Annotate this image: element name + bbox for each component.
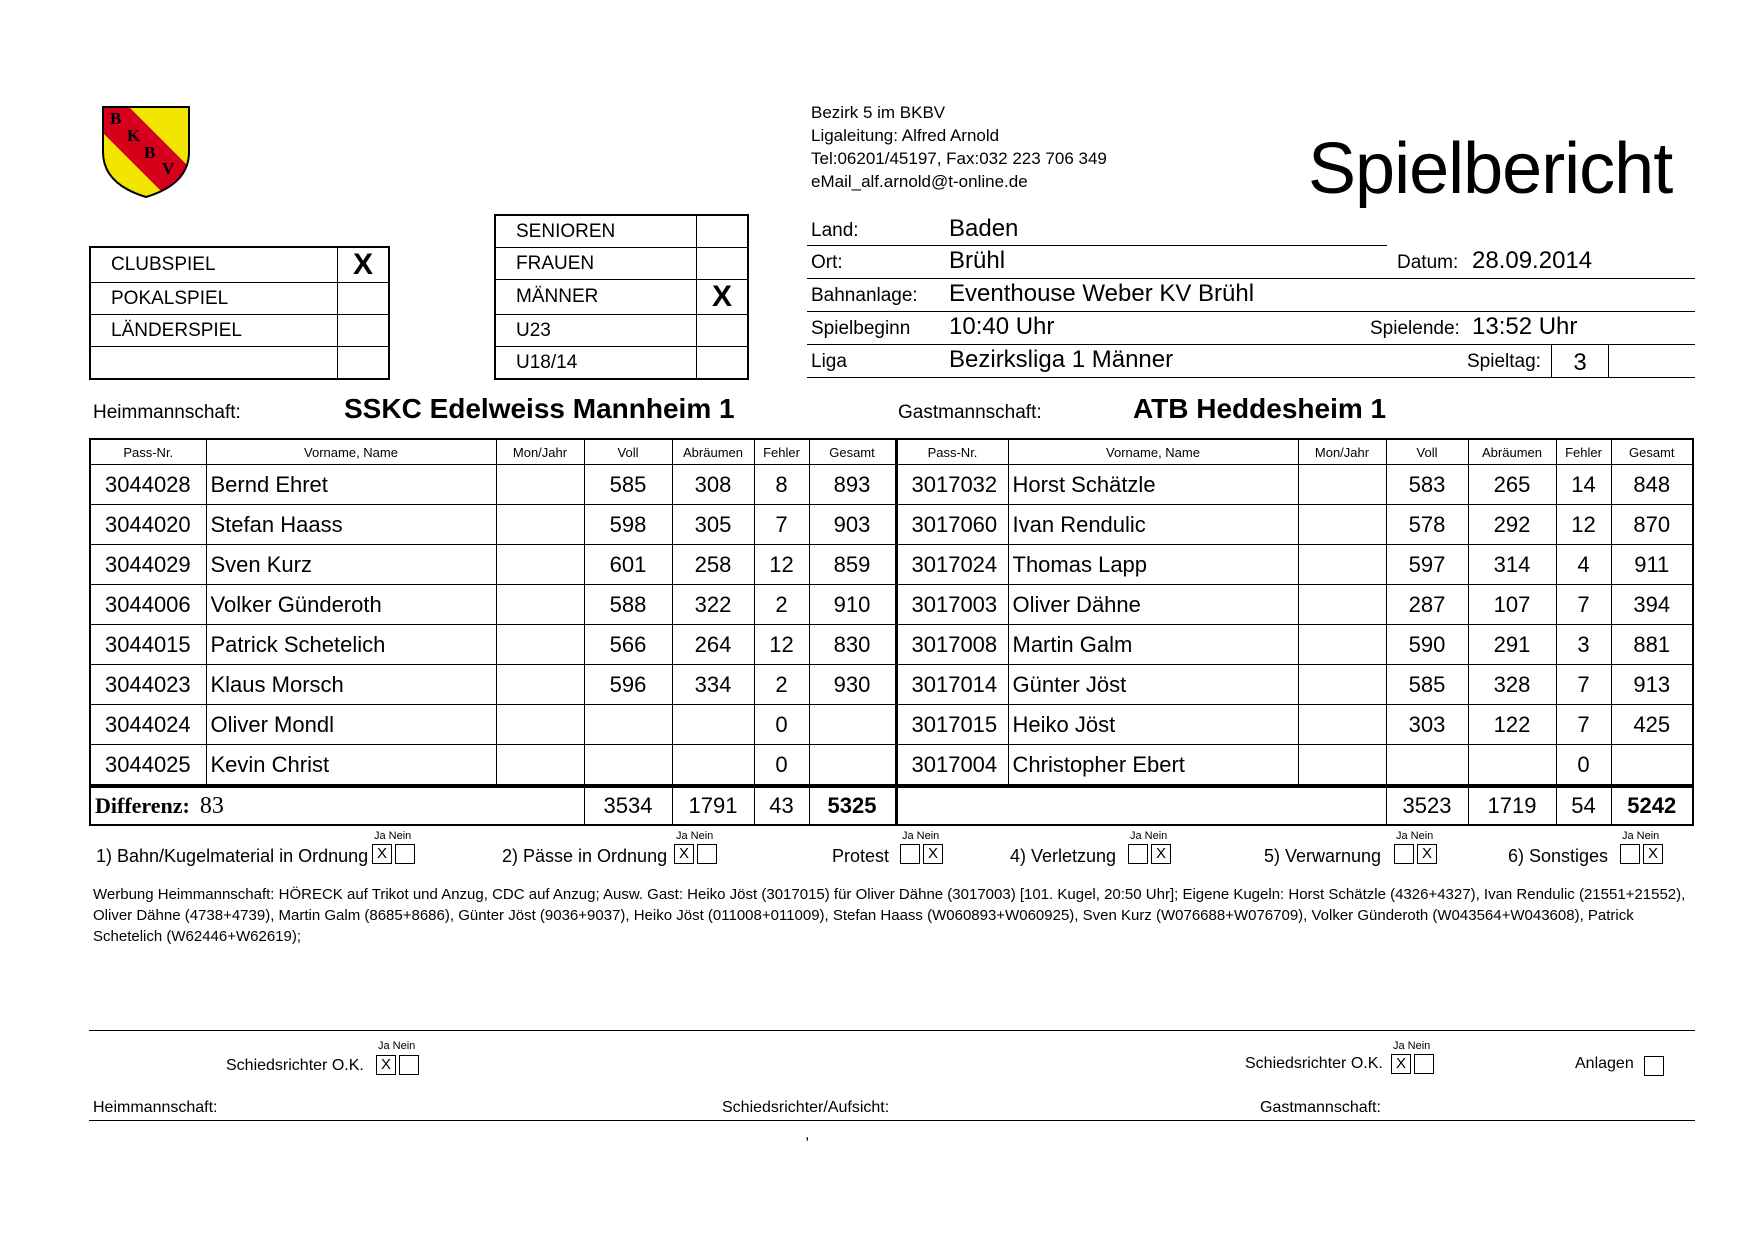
- game-type-check[interactable]: [338, 347, 390, 380]
- game-type-table: [89, 246, 390, 380]
- guest-name[interactable]: Thomas Lapp: [1008, 545, 1298, 585]
- guest-voll[interactable]: 303: [1386, 705, 1468, 745]
- home-total-voll: 3534: [584, 786, 672, 825]
- ja-nein-label: Ja Nein: [1396, 830, 1434, 842]
- home-fehler[interactable]: 2: [754, 665, 809, 705]
- totals-row: [90, 786, 1693, 825]
- home-mon[interactable]: [496, 705, 584, 745]
- game-type-label: LÄNDERSPIEL: [90, 315, 338, 347]
- guest-abr[interactable]: 122: [1468, 705, 1556, 745]
- guest-abr[interactable]: 107: [1468, 585, 1556, 625]
- guest-abr[interactable]: 328: [1468, 665, 1556, 705]
- guest-name[interactable]: Heiko Jöst: [1008, 705, 1298, 745]
- home-mon[interactable]: [496, 545, 584, 585]
- check-nein-box[interactable]: [395, 844, 415, 864]
- home-fehler[interactable]: 0: [754, 745, 809, 787]
- ja-nein-label: Ja Nein: [902, 830, 940, 842]
- guest-abr[interactable]: 314: [1468, 545, 1556, 585]
- home-pass[interactable]: 3044006: [90, 585, 206, 625]
- difference-label: Differenz:: [95, 792, 190, 818]
- home-name[interactable]: Klaus Morsch: [206, 665, 496, 705]
- referee-ok-left: [226, 1040, 426, 1084]
- guest-total-gesamt: 5242: [1611, 786, 1693, 825]
- guest-fehler[interactable]: 12: [1556, 505, 1611, 545]
- check-ja-box[interactable]: X: [674, 844, 694, 864]
- category-check[interactable]: [697, 347, 749, 380]
- beginn-label: Spielbeginn: [811, 318, 911, 339]
- guest-name[interactable]: Oliver Dähne: [1008, 585, 1298, 625]
- datum-value[interactable]: 28.09.2014: [1472, 247, 1593, 274]
- guest-fehler[interactable]: 7: [1556, 665, 1611, 705]
- col-header: Voll: [584, 439, 672, 465]
- page-title: Spielbericht: [1308, 129, 1673, 209]
- home-gesamt[interactable]: [809, 745, 896, 787]
- signature-line: [89, 1120, 1695, 1121]
- check-nein-box[interactable]: X: [923, 844, 943, 864]
- guest-gesamt[interactable]: 848: [1611, 465, 1693, 505]
- home-pass[interactable]: 3044020: [90, 505, 206, 545]
- ja-nein-label: Ja Nein: [1393, 1040, 1431, 1052]
- home-voll[interactable]: 596: [584, 665, 672, 705]
- player-row: [90, 465, 1693, 505]
- home-abr[interactable]: [672, 745, 754, 787]
- association-info: [811, 101, 1107, 193]
- guest-mon[interactable]: [1298, 505, 1386, 545]
- category-check[interactable]: [697, 215, 749, 248]
- guest-pass[interactable]: 3017003: [896, 585, 1008, 625]
- guest-gesamt[interactable]: 425: [1611, 705, 1693, 745]
- referee-right-nein-box[interactable]: [1414, 1054, 1434, 1074]
- col-header: Fehler: [754, 439, 809, 465]
- stray-comma: ,: [805, 1126, 810, 1143]
- guest-name[interactable]: Günter Jöst: [1008, 665, 1298, 705]
- guest-voll[interactable]: [1386, 745, 1468, 787]
- guest-mon[interactable]: [1298, 545, 1386, 585]
- guest-gesamt[interactable]: 911: [1611, 545, 1693, 585]
- remarks-text: Werbung Heimmannschaft: HÖRECK auf Trikot und Anzug, CDC auf Anzug; Ausw. Gast: Heiko Jöst (3017015) für Oliver Dähne (3017003) [101. Kugel, 20:50 Uhr]; Eigene Kugeln: Horst Schätzle (4326+4327), Ivan Rendulic (21551+21552), Oliver Dähne (4738+4739), Martin Galm (8685+8686), Günter Jöst (9036+9037), Heiko Jöst (011008+011009), Stefan Haass (W060893+W060925), Sven Kurz (W076688+W076709), Volker Günderoth (W043564+W043608), Patrick Schetelich (W62446+W62619);: [93, 886, 1686, 945]
- home-pass[interactable]: 3044029: [90, 545, 206, 585]
- association-line: eMail_alf.arnold@t-online.de: [811, 172, 1028, 191]
- home-total-gesamt: 5325: [809, 786, 896, 825]
- player-row: [90, 665, 1693, 705]
- home-mon[interactable]: [496, 505, 584, 545]
- home-pass[interactable]: 3044023: [90, 665, 206, 705]
- association-line: Bezirk 5 im BKBV: [811, 103, 946, 122]
- col-header: Fehler: [1556, 439, 1611, 465]
- check-ja-box[interactable]: [1620, 844, 1640, 864]
- guest-name[interactable]: Horst Schätzle: [1008, 465, 1298, 505]
- check-label: 6) Sonstiges: [1508, 846, 1609, 866]
- home-abr[interactable]: 305: [672, 505, 754, 545]
- check-nein-box[interactable]: [697, 844, 717, 864]
- guest-fehler[interactable]: 14: [1556, 465, 1611, 505]
- divider: [89, 1030, 1695, 1031]
- check-label: 2) Pässe in Ordnung: [502, 846, 668, 866]
- spieltag-label: Spieltag:: [1467, 351, 1541, 372]
- ende-value[interactable]: 13:52 Uhr: [1472, 313, 1578, 340]
- guest-mon[interactable]: [1298, 665, 1386, 705]
- ort-value[interactable]: Brühl: [949, 247, 1006, 274]
- guest-mon[interactable]: [1298, 705, 1386, 745]
- home-mon[interactable]: [496, 585, 584, 625]
- player-row: [90, 545, 1693, 585]
- ja-nein-label: Ja Nein: [1622, 830, 1660, 842]
- beginn-value[interactable]: 10:40 Uhr: [949, 313, 1055, 340]
- guest-abr[interactable]: 291: [1468, 625, 1556, 665]
- guest-gesamt[interactable]: [1611, 745, 1693, 787]
- player-row: [90, 625, 1693, 665]
- guest-gesamt[interactable]: 913: [1611, 665, 1693, 705]
- home-voll[interactable]: [584, 705, 672, 745]
- check-label: 1) Bahn/Kugelmaterial in Ordnung: [96, 846, 369, 866]
- guest-pass[interactable]: 3017004: [896, 745, 1008, 787]
- bkbv-logo: [100, 104, 192, 200]
- referee-left-ja-box[interactable]: X: [376, 1055, 396, 1075]
- home-voll[interactable]: 585: [584, 465, 672, 505]
- land-value[interactable]: Baden: [949, 215, 1019, 242]
- guest-pass[interactable]: 3017014: [896, 665, 1008, 705]
- referee-ok-label: Schiedsrichter O.K.: [1245, 1055, 1383, 1072]
- check-nein-box[interactable]: X: [1151, 844, 1171, 864]
- guest-gesamt[interactable]: 870: [1611, 505, 1693, 545]
- spieltag-value[interactable]: 3: [1551, 345, 1609, 377]
- home-mon[interactable]: [496, 625, 584, 665]
- guest-mon[interactable]: [1298, 625, 1386, 665]
- check-label: Protest: [832, 846, 890, 866]
- col-header: Vorname, Name: [206, 439, 496, 465]
- category-check[interactable]: X: [697, 280, 749, 315]
- home-voll[interactable]: 598: [584, 505, 672, 545]
- category-label: MÄNNER: [495, 280, 697, 315]
- category-label: SENIOREN: [495, 215, 697, 248]
- ort-label: Ort:: [811, 252, 843, 273]
- signature-home-label: Heimmannschaft:: [93, 1099, 218, 1116]
- player-row: [90, 505, 1693, 545]
- ende-label: Spielende:: [1370, 318, 1460, 339]
- difference-value: 83: [199, 792, 224, 819]
- home-abr[interactable]: 334: [672, 665, 754, 705]
- anlagen-box[interactable]: [1644, 1056, 1664, 1076]
- guest-voll[interactable]: 590: [1386, 625, 1468, 665]
- guest-pass[interactable]: 3017024: [896, 545, 1008, 585]
- guest-team-label: Gastmannschaft:: [898, 402, 1042, 423]
- logo-letter: B: [110, 109, 122, 128]
- home-name[interactable]: Stefan Haass: [206, 505, 496, 545]
- guest-gesamt[interactable]: 881: [1611, 625, 1693, 665]
- guest-pass[interactable]: 3017015: [896, 705, 1008, 745]
- col-header: Mon/Jahr: [1298, 439, 1386, 465]
- referee-ok-label: Schiedsrichter O.K.: [226, 1057, 364, 1074]
- guest-mon[interactable]: [1298, 465, 1386, 505]
- ja-nein-label: Ja Nein: [374, 830, 412, 842]
- home-team-label: Heimmannschaft:: [93, 402, 241, 423]
- col-header: Vorname, Name: [1008, 439, 1298, 465]
- home-pass[interactable]: 3044025: [90, 745, 206, 787]
- anlagen-label: Anlagen: [1575, 1055, 1634, 1072]
- bahn-label: Bahnanlage:: [811, 285, 918, 306]
- check-nein-box[interactable]: X: [1417, 844, 1437, 864]
- game-type-label: [90, 347, 338, 380]
- referee-ok-right: [1245, 1040, 1445, 1084]
- check-ja-box[interactable]: [1128, 844, 1148, 864]
- game-type-check[interactable]: [338, 315, 390, 347]
- players-table: [89, 438, 1694, 826]
- guest-abr[interactable]: 265: [1468, 465, 1556, 505]
- home-name[interactable]: Volker Günderoth: [206, 585, 496, 625]
- player-row: [90, 745, 1693, 787]
- logo-letter: B: [144, 143, 156, 162]
- guest-total-fehler: 54: [1556, 786, 1611, 825]
- difference-cell: [90, 786, 584, 825]
- logo-letter: K: [127, 126, 141, 145]
- association-line: Tel:06201/45197, Fax:032 223 706 349: [811, 149, 1107, 168]
- home-abr[interactable]: [672, 705, 754, 745]
- home-pass[interactable]: 3044028: [90, 465, 206, 505]
- guest-pass[interactable]: 3017032: [896, 465, 1008, 505]
- col-header: Voll: [1386, 439, 1468, 465]
- guest-voll[interactable]: 578: [1386, 505, 1468, 545]
- category-check[interactable]: [697, 315, 749, 347]
- col-header: Pass-Nr.: [90, 439, 206, 465]
- guest-name[interactable]: Christopher Ebert: [1008, 745, 1298, 787]
- guest-voll[interactable]: 583: [1386, 465, 1468, 505]
- home-name[interactable]: Patrick Schetelich: [206, 625, 496, 665]
- guest-team-name: ATB Heddesheim 1: [1133, 393, 1387, 424]
- home-fehler[interactable]: 7: [754, 505, 809, 545]
- guest-name[interactable]: Martin Galm: [1008, 625, 1298, 665]
- col-header: Mon/Jahr: [496, 439, 584, 465]
- category-label: U23: [495, 315, 697, 347]
- game-type-check[interactable]: X: [338, 247, 390, 283]
- match-info: [807, 214, 1695, 378]
- guest-voll[interactable]: 585: [1386, 665, 1468, 705]
- signature-referee-label: Schiedsrichter/Aufsicht:: [722, 1099, 890, 1116]
- check-label: 4) Verletzung: [1010, 846, 1117, 866]
- home-voll[interactable]: [584, 745, 672, 787]
- category-check[interactable]: [697, 248, 749, 280]
- guest-voll[interactable]: 597: [1386, 545, 1468, 585]
- checks-row: [96, 830, 1696, 880]
- home-mon[interactable]: [496, 465, 584, 505]
- home-abr[interactable]: 264: [672, 625, 754, 665]
- ja-nein-label: Ja Nein: [676, 830, 714, 842]
- check-ja-box[interactable]: X: [372, 844, 392, 864]
- signature-guest-label: Gastmannschaft:: [1260, 1099, 1381, 1116]
- home-gesamt[interactable]: 930: [809, 665, 896, 705]
- datum-label: Datum:: [1397, 252, 1459, 273]
- game-type-label: CLUBSPIEL: [90, 247, 338, 283]
- guest-fehler[interactable]: 4: [1556, 545, 1611, 585]
- home-name[interactable]: Oliver Mondl: [206, 705, 496, 745]
- bahn-value[interactable]: Eventhouse Weber KV Brühl: [949, 280, 1255, 307]
- category-label: FRAUEN: [495, 248, 697, 280]
- guest-abr[interactable]: 292: [1468, 505, 1556, 545]
- col-header: Gesamt: [809, 439, 896, 465]
- ja-nein-label: Ja Nein: [1130, 830, 1168, 842]
- home-pass[interactable]: 3044015: [90, 625, 206, 665]
- home-abr[interactable]: 308: [672, 465, 754, 505]
- guest-fehler[interactable]: 0: [1556, 745, 1611, 787]
- guest-name[interactable]: Ivan Rendulic: [1008, 505, 1298, 545]
- home-voll[interactable]: 566: [584, 625, 672, 665]
- header-row: [90, 439, 1693, 465]
- home-team-name: SSKC Edelweiss Mannheim 1: [344, 393, 735, 424]
- col-header: Gesamt: [1611, 439, 1693, 465]
- home-gesamt[interactable]: 859: [809, 545, 896, 585]
- home-name[interactable]: Kevin Christ: [206, 745, 496, 787]
- guest-fehler[interactable]: 7: [1556, 705, 1611, 745]
- home-mon[interactable]: [496, 665, 584, 705]
- player-row: [90, 705, 1693, 745]
- home-mon[interactable]: [496, 745, 584, 787]
- guest-gesamt[interactable]: 394: [1611, 585, 1693, 625]
- referee-left-nein-box[interactable]: [399, 1055, 419, 1075]
- home-gesamt[interactable]: [809, 705, 896, 745]
- home-fehler[interactable]: 8: [754, 465, 809, 505]
- association-line: Ligaleitung: Alfred Arnold: [811, 126, 1000, 145]
- home-gesamt[interactable]: 830: [809, 625, 896, 665]
- guest-total-abr: 1719: [1468, 786, 1556, 825]
- game-type-check[interactable]: [338, 283, 390, 315]
- guest-mon[interactable]: [1298, 585, 1386, 625]
- liga-value[interactable]: Bezirksliga 1 Männer: [949, 346, 1174, 373]
- guest-mon[interactable]: [1298, 745, 1386, 787]
- home-fehler[interactable]: 0: [754, 705, 809, 745]
- home-fehler[interactable]: 12: [754, 625, 809, 665]
- guest-pass[interactable]: 3017008: [896, 625, 1008, 665]
- home-total-abr: 1791: [672, 786, 754, 825]
- home-abr[interactable]: 322: [672, 585, 754, 625]
- guest-total-spacer: [896, 786, 1386, 825]
- home-total-fehler: 43: [754, 786, 809, 825]
- check-ja-box[interactable]: [900, 844, 920, 864]
- game-type-label: POKALSPIEL: [90, 283, 338, 315]
- ja-nein-label: Ja Nein: [378, 1040, 416, 1052]
- home-gesamt[interactable]: 903: [809, 505, 896, 545]
- check-nein-box[interactable]: X: [1643, 844, 1663, 864]
- logo-letter: V: [162, 159, 175, 178]
- guest-fehler[interactable]: 3: [1556, 625, 1611, 665]
- guest-voll[interactable]: 287: [1386, 585, 1468, 625]
- home-name[interactable]: Sven Kurz: [206, 545, 496, 585]
- category-table: [494, 214, 749, 380]
- guest-pass[interactable]: 3017060: [896, 505, 1008, 545]
- category-label: U18/14: [495, 347, 697, 380]
- guest-abr[interactable]: [1468, 745, 1556, 787]
- col-header: Abräumen: [1468, 439, 1556, 465]
- col-header: Abräumen: [672, 439, 754, 465]
- guest-fehler[interactable]: 7: [1556, 585, 1611, 625]
- home-gesamt[interactable]: 910: [809, 585, 896, 625]
- check-label: 5) Verwarnung: [1264, 846, 1382, 866]
- home-fehler[interactable]: 2: [754, 585, 809, 625]
- home-voll[interactable]: 601: [584, 545, 672, 585]
- home-fehler[interactable]: 12: [754, 545, 809, 585]
- guest-total-voll: 3523: [1386, 786, 1468, 825]
- check-ja-box[interactable]: [1394, 844, 1414, 864]
- home-abr[interactable]: 258: [672, 545, 754, 585]
- player-row: [90, 585, 1693, 625]
- col-header: Pass-Nr.: [896, 439, 1008, 465]
- home-voll[interactable]: 588: [584, 585, 672, 625]
- liga-label: Liga: [811, 351, 847, 372]
- referee-right-ja-box[interactable]: X: [1391, 1054, 1411, 1074]
- home-pass[interactable]: 3044024: [90, 705, 206, 745]
- home-gesamt[interactable]: 893: [809, 465, 896, 505]
- land-label: Land:: [811, 220, 859, 241]
- home-name[interactable]: Bernd Ehret: [206, 465, 496, 505]
